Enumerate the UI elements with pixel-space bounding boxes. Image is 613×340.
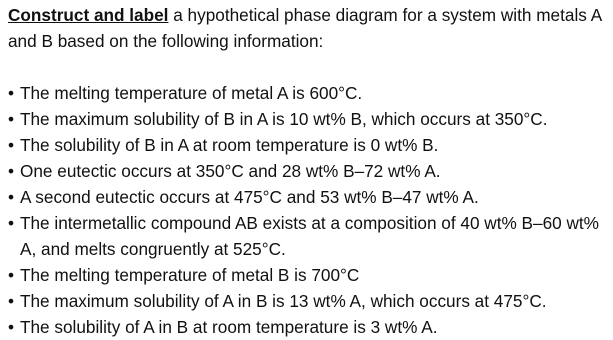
list-item-text: The melting temperature of metal B is 700°C	[20, 265, 360, 285]
bullet-icon: •	[8, 187, 15, 207]
list-item	[8, 106, 608, 132]
list-item-text: A second eutectic occurs at 475°C and 53 wt% B–47 wt% A.	[20, 187, 479, 207]
bullet-icon: •	[8, 213, 15, 233]
list-item	[8, 314, 608, 340]
list-item	[8, 288, 608, 314]
bullet-icon: •	[8, 291, 15, 311]
list-item-text: The maximum solubility of B in A is 10 wt% B, which occurs at 350°C.	[20, 109, 548, 129]
bullet-icon: •	[8, 161, 15, 181]
requirements-list	[8, 80, 608, 340]
intro-text: a hypothetical phase diagram for a system with metals A and B based on the following information:	[8, 5, 602, 51]
intro-paragraph	[8, 2, 608, 54]
list-item-text: The melting temperature of metal A is 600°C.	[20, 83, 363, 103]
problem-statement	[8, 2, 608, 340]
bullet-icon: •	[8, 83, 15, 103]
bullet-icon: •	[8, 265, 15, 285]
list-item-text: The intermetallic compound AB exists at a composition of 40 wt% B–60 wt% A, and melts congruently at 525°C.	[20, 213, 599, 259]
list-item	[8, 132, 608, 158]
list-item-text: One eutectic occurs at 350°C and 28 wt% B–72 wt% A.	[20, 161, 441, 181]
bullet-icon: •	[8, 317, 15, 337]
bullet-icon: •	[8, 109, 15, 129]
list-item	[8, 80, 608, 106]
intro-lead: Construct and label	[8, 5, 169, 25]
list-item	[8, 262, 608, 288]
list-item-text: The solubility of A in B at room temperature is 3 wt% A.	[20, 317, 438, 337]
list-item-text: The solubility of B in A at room temperature is 0 wt% B.	[20, 135, 439, 155]
bullet-icon: •	[8, 135, 15, 155]
list-item	[8, 210, 608, 262]
blank-line	[8, 54, 608, 80]
list-item	[8, 158, 608, 184]
list-item-text: The maximum solubility of A in B is 13 wt% A, which occurs at 475°C.	[20, 291, 547, 311]
list-item	[8, 184, 608, 210]
